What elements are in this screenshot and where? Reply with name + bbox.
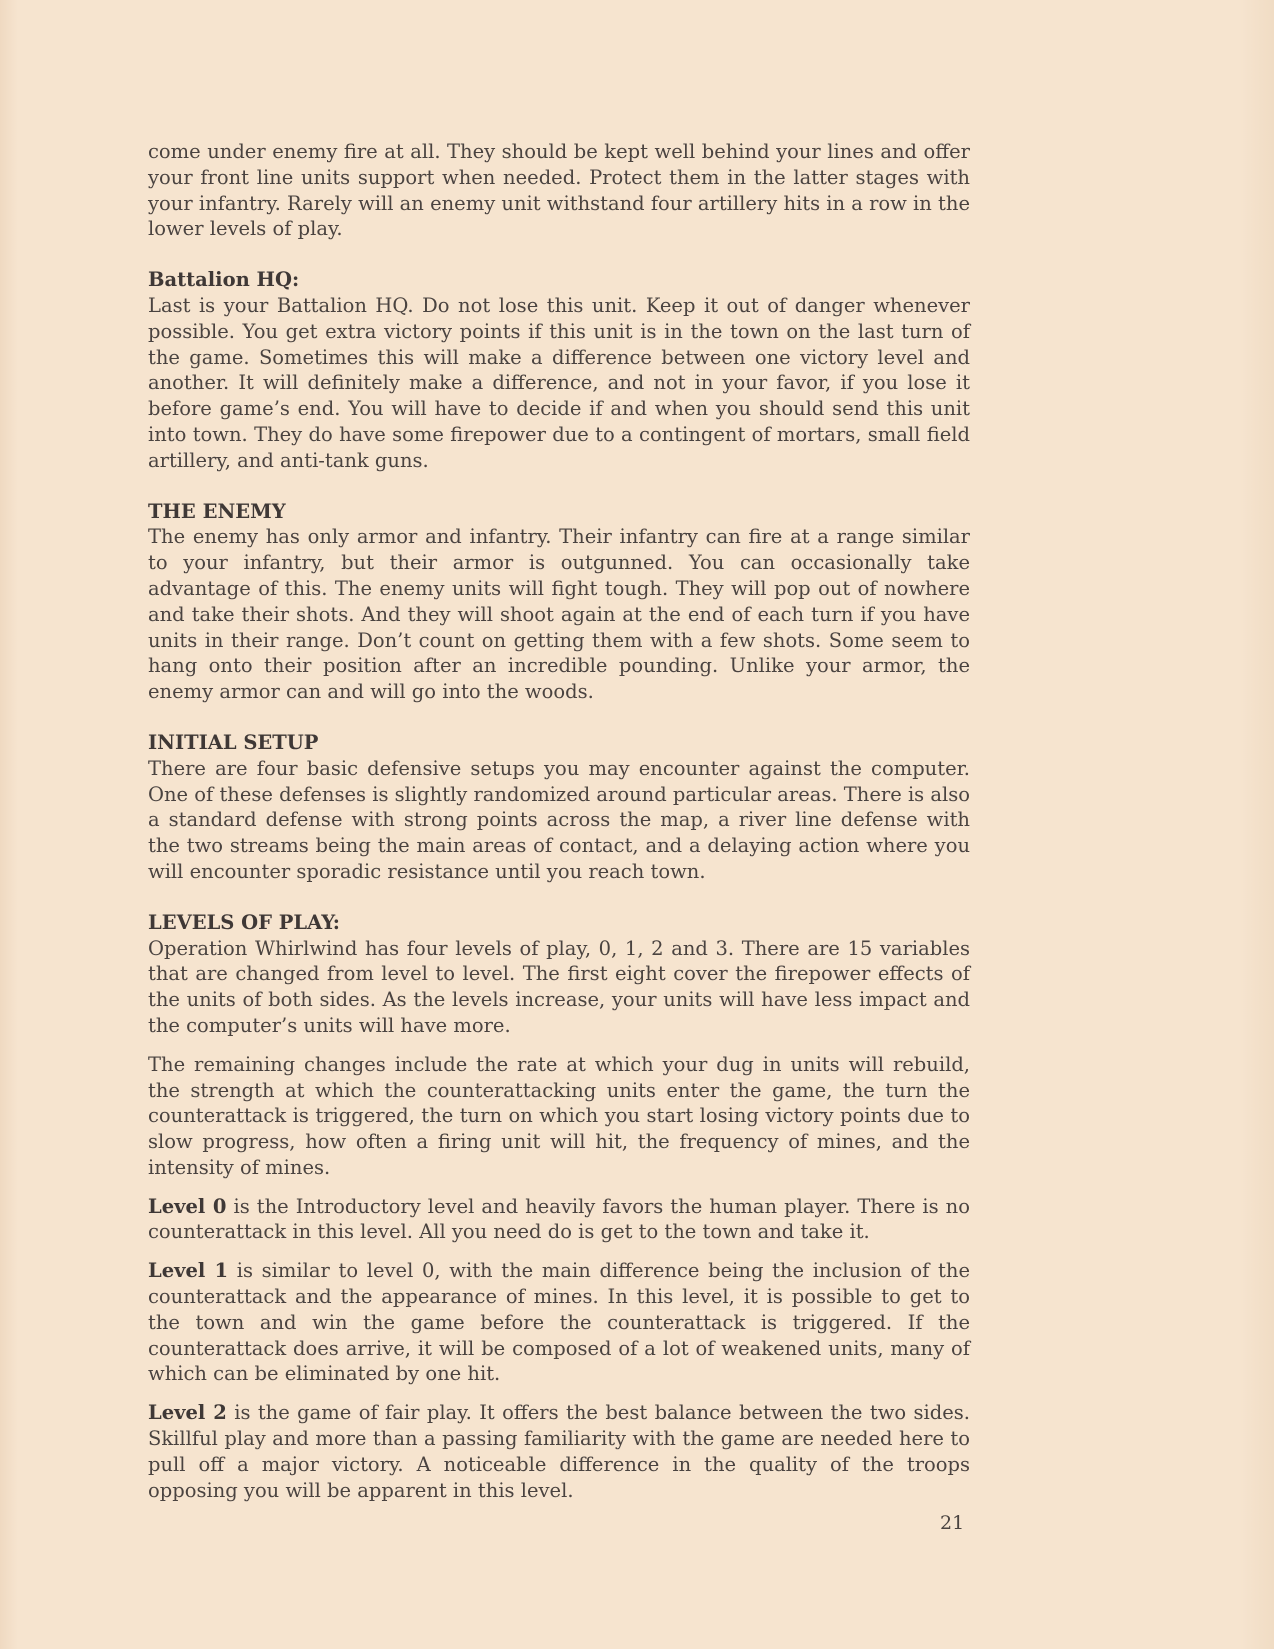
section-body-levels-of-play-continued: The remaining changes include the rate at which your dug in units will rebuild, the strength at which the counterattacking units enter the game, the turn the counterattack is triggered, the turn on which you start losing victory points due to slow progress, how often a firing unit will hit, the frequency of mines, and the intensity of mines.	[148, 1052, 970, 1179]
level-paragraph-1	[148, 1258, 970, 1387]
level-text-1: is similar to level 0, with the main difference being the inclusion of the counterattack and the appearance of mines. In this level, it is possible to get to the town and win the game before the counterattack is triggered. If the counterattack does arrive, it will be composed of a lot of weakened units, many of which can be eliminated by one hit.	[148, 1259, 970, 1386]
section-heading-initial-setup: INITIAL SETUP	[148, 730, 319, 754]
section-body-levels-of-play: Operation Whirlwind has four levels of play, 0, 1, 2 and 3. There are 15 variables that are changed from level to level. The first eight cover the firepower effects of the units of both sides. As the levels increase, your units will have less impact and the computer’s units will have more.	[148, 936, 970, 1037]
level-text-2: is the game of fair play. It offers the best balance between the two sides. Skillful play and more than a passing familiarity with the game are needed here to pull off a major victory. A noticeable difference in the quality of the troops opposing you will be apparent in this level.	[148, 1401, 970, 1502]
section-heading-levels-of-play: LEVELS OF PLAY:	[148, 910, 341, 934]
intro-paragraph: come under enemy fire at all. They should be kept well behind your lines and offer your front line units support when needed. Protect them in the latter stages with your infantry. Rarely will an enemy unit withstand four artillery hits in a row in the lower levels of play.	[148, 140, 970, 241]
section-body-the-enemy: The enemy has only armor and infantry. Their infantry can fire at a range similar to your infantry, but their armor is outgunned. You can occasionally take advantage of this. The enemy units will fight tough. They will pop out of nowhere and take their shots. And they will shoot again at the end of each turn if you have units in their range. Don’t count on getting them with a few shots. Some seem to hang onto their position after an incredible pounding. Unlike your armor, the enemy armor can and will go into the woods.	[148, 525, 970, 704]
section-heading-battalion-hq: Battalion HQ:	[148, 268, 300, 292]
level-paragraph-2	[148, 1400, 970, 1503]
level-label-1: Level 1	[148, 1259, 229, 1283]
level-label-2: Level 2	[148, 1401, 227, 1425]
level-label-0: Level 0	[148, 1194, 227, 1218]
section-heading-the-enemy: THE ENEMY	[148, 499, 286, 523]
section-body-battalion-hq: Last is your Battalion HQ. Do not lose this unit. Keep it out of danger whenever possible. You get extra victory points if this unit is in the town on the last turn of the game. Sometimes this will make a difference between one victory level and another. It will definitely make a difference, and not in your favor, if you lose it before game’s end. You will have to decide if and when you should send this unit into town. They do have some firepower due to a contingent of mortars, small field artillery, and anti-tank guns.	[148, 293, 970, 472]
level-paragraph-0	[148, 1194, 970, 1246]
level-text-0: is the Introductory level and heavily favors the human player. There is no counterattack in this level. All you need do is get to the town and take it.	[148, 1194, 970, 1244]
page-content	[148, 139, 970, 1503]
page-number: 21	[940, 1512, 965, 1534]
section-body-initial-setup: There are four basic defensive setups you may encounter against the computer. One of these defenses is slightly randomized around particular areas. There is also a standard defense with strong points across the map, a river line defense with the two streams being the main areas of contact, and a delaying action where you will encounter sporadic resistance until you reach town.	[148, 756, 970, 883]
